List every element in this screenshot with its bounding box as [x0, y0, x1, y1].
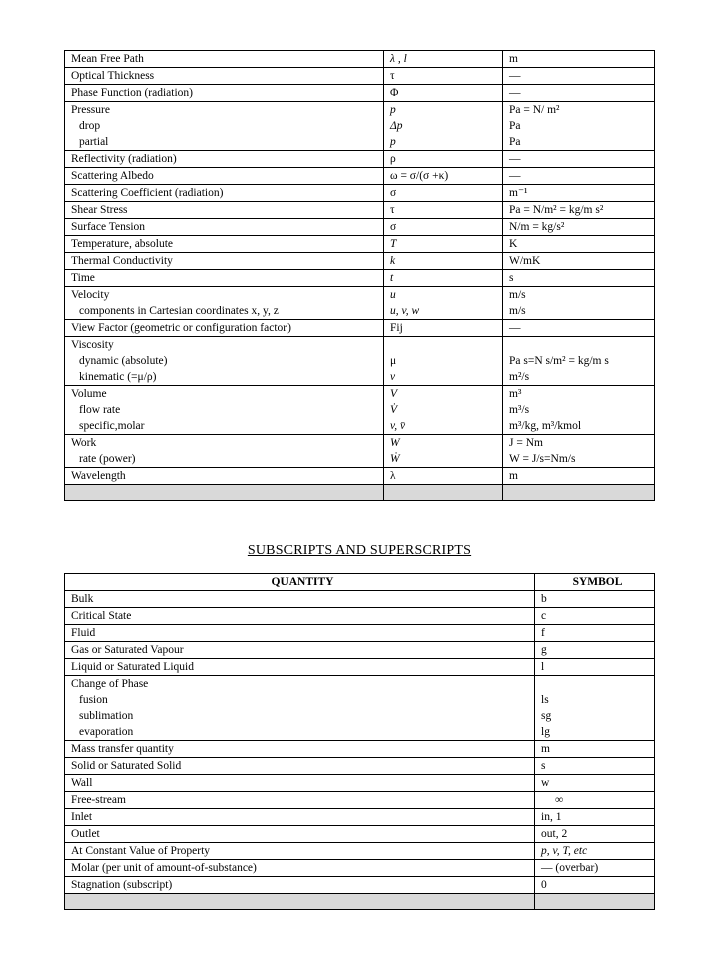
nomenclature-row [65, 320, 655, 337]
quantity-cell-line: Scattering Albedo [71, 170, 154, 182]
quantity-cell-line: Time [71, 272, 95, 284]
unit-cell-line: K [509, 238, 518, 250]
subscript-symbol-cell [535, 843, 655, 860]
quantity-cell-line: Velocity [71, 289, 110, 301]
subscript-symbol-cell-line: — (overbar) [541, 862, 599, 874]
unit-cell [503, 270, 655, 287]
nomenclature-row [65, 51, 655, 68]
symbol-cell-line: T [390, 238, 397, 250]
subscript-quantity-cell-line: Mass transfer quantity [71, 743, 174, 755]
nomenclature-row [65, 68, 655, 85]
quantity-cell-line: Volume [71, 388, 107, 400]
unit-cell-line: Pa s=N s/m² = kg/m s [509, 355, 609, 367]
subscript-row [65, 608, 655, 625]
quantity-cell [65, 386, 384, 435]
nomenclature-row [65, 168, 655, 185]
subscript-quantity-cell-line: fusion [79, 694, 108, 706]
subscript-row [65, 809, 655, 826]
nomenclature-row [65, 253, 655, 270]
unit-cell [503, 68, 655, 85]
subscript-symbol-cell-line: w [541, 777, 550, 789]
subscript-quantity-cell [65, 809, 535, 826]
unit-cell-line: m⁻¹ [509, 187, 528, 199]
unit-cell-line: m/s [509, 305, 526, 317]
subscript-symbol-cell-line: p, v, T, etc [541, 845, 588, 857]
quantity-cell [65, 151, 384, 168]
quantity-cell [65, 337, 384, 386]
quantity-cell-line: Work [71, 437, 97, 449]
nomenclature-table [64, 50, 655, 501]
nomenclature-row [65, 151, 655, 168]
unit-cell [503, 185, 655, 202]
subscript-quantity-cell [65, 608, 535, 625]
symbol-cell-line: Fij [390, 322, 403, 334]
symbol-cell-line: V̇ [390, 404, 398, 416]
nomenclature-row [65, 386, 655, 435]
symbol-cell-line: p [390, 136, 396, 148]
quantity-cell-line: Temperature, absolute [71, 238, 174, 250]
subscript-symbol-cell-line: l [541, 661, 545, 673]
subscript-row [65, 758, 655, 775]
quantity-cell-line: rate (power) [79, 453, 136, 465]
nomenclature-row [65, 202, 655, 219]
unit-cell [503, 435, 655, 468]
nomenclature-row [65, 236, 655, 253]
unit-cell [503, 337, 655, 386]
symbol-cell-line [390, 337, 502, 353]
subscript-quantity-cell [65, 591, 535, 608]
unit-cell [503, 85, 655, 102]
subscripts-header-row [65, 574, 655, 591]
subscript-symbol-cell [535, 741, 655, 758]
unit-cell-line: W/mK [509, 255, 541, 267]
symbol-cell [384, 287, 503, 320]
subscript-row [65, 775, 655, 792]
symbol-cell-line: V [390, 388, 398, 400]
subscript-row [65, 591, 655, 608]
subscript-symbol-cell-line: in, 1 [541, 811, 562, 823]
subscript-symbol-cell-line: ls [541, 694, 549, 706]
empty-cell [384, 485, 503, 501]
subscript-quantity-cell-line: evaporation [79, 726, 134, 738]
symbol-cell [384, 337, 503, 386]
unit-cell-line: W = J/s=Nm/s [509, 453, 576, 465]
subscript-symbol-cell-line: out, 2 [541, 828, 568, 840]
unit-cell [503, 468, 655, 485]
unit-cell-line: m³/s [509, 404, 530, 416]
nomenclature-row [65, 185, 655, 202]
symbol-cell-line: τ [390, 204, 395, 216]
quantity-cell-line: partial [79, 136, 109, 148]
nomenclature-row [65, 337, 655, 386]
subscript-symbol-cell [535, 775, 655, 792]
subscript-quantity-cell [65, 642, 535, 659]
subscript-quantity-cell [65, 676, 535, 741]
subscript-symbol-cell [535, 642, 655, 659]
subscript-quantity-cell [65, 775, 535, 792]
subscript-row [65, 877, 655, 894]
subscript-symbol-cell [535, 625, 655, 642]
symbol-cell [384, 102, 503, 151]
empty-cell [535, 894, 655, 910]
subscript-quantity-cell-line: Critical State [71, 610, 132, 622]
unit-cell-line: — [509, 170, 521, 182]
symbol-cell [384, 151, 503, 168]
unit-cell-line: m [509, 470, 518, 482]
subscript-quantity-cell-line: sublimation [79, 710, 134, 722]
symbol-cell-line: v, v̄ [390, 420, 406, 432]
unit-cell [503, 386, 655, 435]
unit-cell [503, 219, 655, 236]
empty-cell [65, 894, 535, 910]
unit-cell-line: — [509, 322, 521, 334]
symbol-cell [384, 185, 503, 202]
subscript-quantity-cell-line: Liquid or Saturated Liquid [71, 661, 194, 673]
subscript-symbol-cell-line [541, 676, 654, 692]
symbol-cell-line: ρ [390, 153, 396, 165]
subscript-quantity-cell-line: Wall [71, 777, 93, 789]
symbol-cell-line: Φ [390, 87, 399, 99]
symbol-cell-line: W [390, 437, 400, 449]
subscript-quantity-cell-line: Gas or Saturated Vapour [71, 644, 184, 656]
symbol-cell [384, 85, 503, 102]
subscript-symbol-cell [535, 877, 655, 894]
quantity-cell [65, 253, 384, 270]
symbol-cell-line: ω = σ/(σ +κ) [390, 170, 449, 182]
unit-cell [503, 236, 655, 253]
symbol-cell-line: k [390, 255, 396, 267]
quantity-cell [65, 236, 384, 253]
subscript-symbol-cell-line: m [541, 743, 550, 755]
quantity-header: QUANTITY [65, 574, 535, 591]
unit-cell-line: Pa [509, 136, 521, 148]
symbol-cell [384, 219, 503, 236]
symbol-cell [384, 202, 503, 219]
subscript-quantity-cell-line: At Constant Value of Property [71, 845, 211, 857]
symbol-cell-line: μ [390, 355, 397, 367]
subscript-symbol-cell [535, 826, 655, 843]
unit-cell-line: — [509, 153, 521, 165]
subscript-quantity-cell-line: Molar (per unit of amount-of-substance) [71, 862, 257, 874]
unit-cell [503, 102, 655, 151]
quantity-cell-line: Scattering Coefficient (radiation) [71, 187, 224, 199]
subscript-symbol-cell-line: f [541, 627, 545, 639]
quantity-cell-line: components in Cartesian coordinates x, y, z [79, 305, 279, 317]
nomenclature-row [65, 270, 655, 287]
subscript-quantity-cell-line: Stagnation (subscript) [71, 879, 173, 891]
symbol-cell [384, 386, 503, 435]
subscript-quantity-cell-line: Inlet [71, 811, 93, 823]
symbol-cell-line: σ [390, 221, 397, 233]
quantity-cell-line: specific,molar [79, 420, 145, 432]
symbol-cell-line: λ , l [390, 53, 407, 65]
quantity-cell [65, 320, 384, 337]
subscript-row [65, 792, 655, 809]
subscript-quantity-cell-line: Solid or Saturated Solid [71, 760, 182, 772]
quantity-cell-line: Surface Tension [71, 221, 146, 233]
subscript-row [65, 860, 655, 877]
quantity-cell [65, 85, 384, 102]
unit-cell-line: — [509, 87, 521, 99]
symbol-cell-line: λ [390, 470, 396, 482]
subscript-quantity-cell [65, 741, 535, 758]
subscript-symbol-cell [535, 676, 655, 741]
subscript-quantity-cell [65, 792, 535, 809]
quantity-cell-line: dynamic (absolute) [79, 355, 168, 367]
nomenclature-row [65, 102, 655, 151]
subscripts-heading: SUBSCRIPTS AND SUPERSCRIPTS [247, 543, 472, 558]
quantity-cell-line: Reflectivity (radiation) [71, 153, 177, 165]
subscript-row [65, 642, 655, 659]
quantity-cell-line: kinematic (=μ/ρ) [79, 371, 157, 383]
unit-cell-line: m³ [509, 388, 522, 400]
subscript-symbol-cell-line: g [541, 644, 547, 656]
subscript-quantity-cell [65, 843, 535, 860]
symbol-cell [384, 468, 503, 485]
symbol-cell-line: τ [390, 70, 395, 82]
unit-cell [503, 253, 655, 270]
unit-cell-line: m [509, 53, 518, 65]
quantity-cell [65, 219, 384, 236]
subscript-quantity-cell [65, 826, 535, 843]
quantity-cell [65, 202, 384, 219]
unit-cell [503, 168, 655, 185]
subscript-symbol-cell [535, 758, 655, 775]
subscript-symbol-cell [535, 659, 655, 676]
nomenclature-row [65, 287, 655, 320]
quantity-cell [65, 51, 384, 68]
quantity-cell [65, 468, 384, 485]
symbol-cell-line: Δp [390, 120, 403, 132]
symbol-cell [384, 270, 503, 287]
nomenclature-row [65, 219, 655, 236]
subscript-symbol-cell [535, 860, 655, 877]
quantity-cell-line: Wavelength [71, 470, 126, 482]
subscript-row [65, 659, 655, 676]
symbol-header: SYMBOL [535, 574, 655, 591]
quantity-cell [65, 270, 384, 287]
unit-cell-line: s [509, 272, 514, 284]
symbol-cell [384, 168, 503, 185]
unit-cell-line: J = Nm [509, 437, 543, 449]
subscript-quantity-cell [65, 758, 535, 775]
quantity-cell [65, 185, 384, 202]
subscript-symbol-cell [535, 792, 655, 809]
unit-cell [503, 151, 655, 168]
subscript-quantity-cell [65, 625, 535, 642]
quantity-cell [65, 102, 384, 151]
unit-cell-line: m/s [509, 289, 526, 301]
empty-cell [65, 485, 384, 501]
subscript-quantity-cell-line: Change of Phase [71, 678, 149, 690]
symbol-cell-line: t [390, 272, 394, 284]
quantity-cell-line: Thermal Conductivity [71, 255, 173, 267]
unit-cell [503, 202, 655, 219]
nomenclature-row [65, 435, 655, 468]
quantity-cell-line: Phase Function (radiation) [71, 87, 194, 99]
unit-cell [503, 51, 655, 68]
subscript-quantity-cell-line: Bulk [71, 593, 94, 605]
quantity-cell [65, 435, 384, 468]
symbol-cell [384, 253, 503, 270]
subscript-symbol-cell-line: lg [541, 726, 550, 738]
subscript-symbol-cell-line: 0 [541, 879, 547, 891]
subscript-quantity-cell-line: Outlet [71, 828, 100, 840]
quantity-cell-line: View Factor (geometric or configuration factor) [71, 322, 291, 334]
quantity-cell [65, 287, 384, 320]
subscript-symbol-cell [535, 591, 655, 608]
subscript-symbol-cell-line: s [541, 760, 546, 772]
unit-cell-line: Pa = N/ m² [509, 104, 560, 116]
subscript-symbol-cell-line: b [541, 593, 547, 605]
subscript-row [65, 843, 655, 860]
empty-row [65, 894, 655, 910]
symbol-cell-line: σ [390, 187, 397, 199]
nomenclature-row [65, 468, 655, 485]
unit-cell [503, 287, 655, 320]
quantity-cell-line: Shear Stress [71, 204, 128, 216]
subscript-quantity-cell [65, 659, 535, 676]
symbol-cell-line: u, v, w [390, 305, 420, 317]
quantity-cell-line: flow rate [79, 404, 121, 416]
symbol-cell [384, 435, 503, 468]
symbol-cell [384, 320, 503, 337]
unit-cell-line: m²/s [509, 371, 530, 383]
symbol-cell [384, 236, 503, 253]
subscript-row [65, 741, 655, 758]
subscript-symbol-cell [535, 608, 655, 625]
symbol-cell [384, 68, 503, 85]
symbol-cell [384, 51, 503, 68]
subscript-quantity-cell-line: Fluid [71, 627, 96, 639]
unit-cell-line [509, 337, 654, 353]
subscript-row [65, 826, 655, 843]
subscripts-table [64, 573, 655, 910]
subscript-symbol-cell-line: ∞ [555, 794, 564, 806]
quantity-cell-line: drop [79, 120, 101, 132]
quantity-cell-line: Mean Free Path [71, 53, 144, 65]
subscript-symbol-cell [535, 809, 655, 826]
subscript-quantity-cell [65, 877, 535, 894]
symbol-cell-line: p [390, 104, 396, 116]
quantity-cell [65, 168, 384, 185]
subscript-quantity-cell [65, 860, 535, 877]
subscript-row [65, 676, 655, 741]
empty-cell [503, 485, 655, 501]
unit-cell-line: — [509, 70, 521, 82]
unit-cell [503, 320, 655, 337]
quantity-cell [65, 68, 384, 85]
quantity-cell-line: Optical Thickness [71, 70, 155, 82]
subscript-row [65, 625, 655, 642]
quantity-cell-line: Pressure [71, 104, 110, 116]
empty-row [65, 485, 655, 501]
quantity-cell-line: Viscosity [71, 339, 114, 351]
unit-cell-line: Pa [509, 120, 521, 132]
nomenclature-row [65, 85, 655, 102]
unit-cell-line: N/m = kg/s² [509, 221, 565, 233]
unit-cell-line: m³/kg, m³/kmol [509, 420, 582, 432]
unit-cell-line: Pa = N/m² = kg/m s² [509, 204, 604, 216]
symbol-cell-line: ν [390, 371, 396, 383]
subscript-symbol-cell-line: sg [541, 710, 552, 722]
symbol-cell-line: Ẇ [390, 453, 400, 465]
subscript-symbol-cell-line: c [541, 610, 547, 622]
subscript-quantity-cell-line: Free-stream [71, 794, 126, 806]
symbol-cell-line: u [390, 289, 396, 301]
